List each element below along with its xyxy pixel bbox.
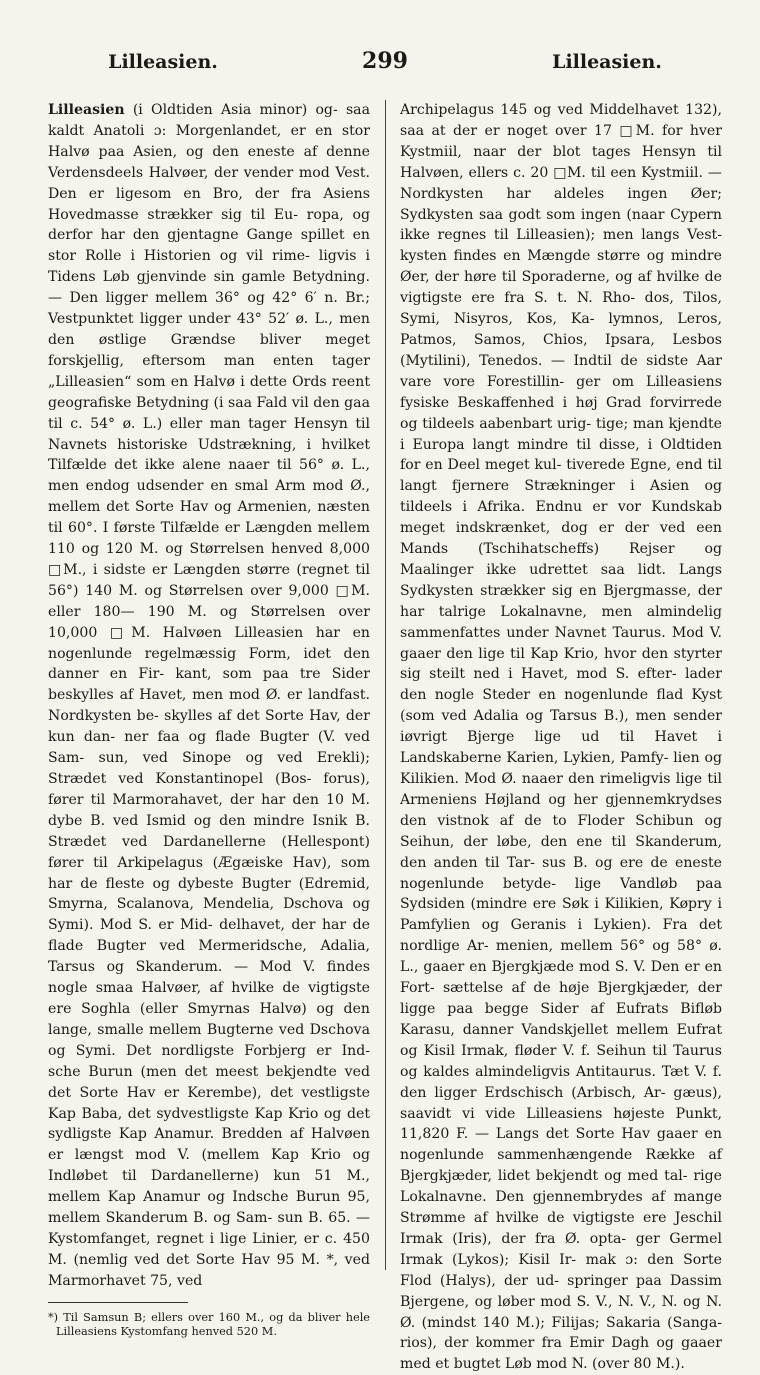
header-left-title: Lilleasien.	[108, 51, 218, 73]
left-column	[48, 100, 370, 1375]
footnote-rule	[48, 1302, 188, 1303]
footnote: *) Til Samsun B; ellers over 160 M., og da bliver hele Lilleasiens Kystomfang henved 520 M.	[48, 1310, 370, 1338]
right-column	[400, 100, 722, 1375]
column-divider	[385, 100, 386, 1270]
page-number: 299	[362, 48, 408, 74]
entry-headword: Lilleasien	[48, 102, 125, 118]
two-column-body	[48, 100, 722, 1375]
left-column-paragraph	[48, 100, 370, 1292]
header-right-title: Lilleasien.	[552, 51, 662, 73]
right-column-text: Archipelagus 145 og ved Middelhavet 132), saa at der er noget over 17 □M. for hver Kystmiil, naar der blot tages Hensyn til Halvøen, ellers c. 20 □M. til een Kystmiil. — Nordkysten har aldeles ingen Øer; Sydkysten saa godt som ingen (naar Cypern ikke regnes til Lilleasien); men langs Vest- kysten findes en Mængde større og mindre Øer, der høre til Sporaderne, og af hvilke de vigtigste ere fra S. t. N. Rho- dos, Tilos, Symi, Nisyros, Kos, Ka- lymnos, Leros, Patmos, Samos, Chios, Ipsara, Lesbos (Mytilini), Tenedos. — Indtil de sidste Aar vare vore Forestillin- ger om Lilleasiens fysiske Beskaffenhed i høj Grad forvirrede og tildeels aabenbart urig- tige; man kjendte i Europa langt mindre til disse, i Oldtiden for en Deel meget kul- tiverede Egne, end til langt fjernere Strækninger i Asien og tildeels i Afrika. Endnu er vor Kundskab meget indskrænket, dog er der ved een Mands (Tschihatscheffs) Rejser og Maalinger ikke udrettet saa lidt. Langs Sydkysten strækker sig en Bjergmasse, der har talrige Lokalnavne, men almindelig sammenfattes under Navnet Taurus. Mod V. gaaer den lige til Kap Krio, hvor den styrter sig steilt ned i Havet, mod S. efter- lader den nogle Steder en nogenlunde flad Kyst (som ved Adalia og Tarsus B.), men sender iøvrigt Bjerge lige ud til Havet i Landskaberne Karien, Lykien, Pamfy- lien og Kilikien. Mod Ø. naaer den rimeligvis lige til Armeniens Højland og her gjennemkrydses den vistnok af de to Floder Schibun og Seihun, der løbe, den ene til Skanderum, den anden til Tar- sus B. og ere de eneste nogenlunde betyde- lige Vandløb paa Sydsiden (mindre ere Søk i Kilikien, Køpry i Pamfylien og Geranis i Lykien). Fra det nordlige Ar- menien, mellem 56° og 58° ø. L., gaaer en Bjergkjæde mod S. V. Den er en Fort- sættelse af de høje Bjergkjæder, der ligge paa begge Sider af Eufrats Bifløb Karasu, danner Vandskjellet mellem Eufrat og Kisil Irmak, fløder V. f. Seihun til Taurus og kaldes almindeligvis Antitaurus. Tæt V. f. den ligger Erdschisch (Arbisch, Ar- gæus), saavidt vi vide Lilleasiens højeste Punkt, 11,820 F. — Langs det Sorte Hav gaaer en nogenlunde sammenhængende Række af Bjergkjæder, lidet bekjendt og med tal- rige Lokalnavne. Den gjennembrydes af mange Strømme af hvilke de vigtigste ere Jeschil Irmak (Iris), der fra Ø. opta- ger Germel Irmak (Lykos); Kisil Ir- mak ɔ: den Sorte Flod (Halys), der ud- springer paa Dassim Bjergene, og løber mod S. V., N. V., N. og N. Ø. (mindst 140 M.); Filijas; Sakaria (Sanga- rios), der kommer fra Emir Dagh og gaaer med et bugtet Løb mod N. (over 80 M.).	[400, 102, 722, 1373]
left-column-text: (i Oldtiden Asia minor) og- saa kaldt Anatoli ɔ: Morgenlandet, er en stor Halvø paa Asien, og den eneste af denne Verdensdeels Halvøer, der vender mod Vest. Den er ligesom en Bro, der fra Asiens Hovedmasse strækker sig til Eu- ropa, og derfor har den gjentagne Gange spillet en stor Rolle i Historien og vil rime- ligvis i Tidens Løb gjenvinde sin gamle Betydning. — Den ligger mellem 36° og 42° 6′ n. Br.; Vestpunktet ligger under 43° 52′ ø. L., men den østlige Grændse bliver meget forskjellig, eftersom man enten tager „Lilleasien“ som en Halvø i dette Ords reent geografiske Betydning (i saa Fald vil den gaa til c. 54° ø. L.) eller man tager Hensyn til Navnets historiske Udstrækning, i hvilket Tilfælde det ikke alene naaer til 56° ø. L., men endog udsender en smal Arm mod Ø., mellem det Sorte Hav og Armenien, næsten til 60°. I første Tilfælde er Længden mellem 110 og 120 M. og Størrelsen henved 8,000 □M., i sidste er Længden større (regnet til 56°) 140 M. og Størrelsen over 9,000 □M. eller 180— 190 M. og Størrelsen over 10,000 □M. Halvøen Lilleasien har en nogenlunde regelmæssig Form, idet den danner en Fir- kant, som paa tre Sider beskylles af Havet, men mod Ø. er landfast. Nordkysten be- skylles af det Sorte Hav, der kun dan- ner faa og flade Bugter (V. ved Sam- sun, ved Sinope og ved Erekli); Strædet ved Konstantinopel (Bos- forus), fører til Marmorahavet, der har den 10 M. dybe B. ved Ismid og den mindre Isnik B. Strædet ved Dardanellerne (Hellespont) fører til Arkipelagus (Ægæiske Hav), som har de fleste og dybeste Bugter (Edremid, Smyrna, Scalanova, Mendelia, Dschova og Symi). Mod S. er Mid- delhavet, der har de flade Bugter ved Mermeridsche, Adalia, Tarsus og Skanderum. — Mod V. findes nogle smaa Halvøer, af hvilke de vigtigste ere Soghla (eller Smyrnas Halvø) og den lange, smalle mellem Bugterne ved Dschova og Symi. Det nordligste Forbjerg er Ind- sche Burun (men det meest bekjendte ved det Sorte Hav er Kerembe), det vestligste Kap Baba, det sydvestligste Kap Krio og det sydligste Kap Anamur. Bredden af Halvøen er længst mod V. (mellem Kap Krio og Indløbet til Dardanellerne) kun 51 M., mellem Kap Anamur og Indsche Burun 95, mellem Skanderum B. og Sam- sun B. 65. — Kystomfanget, regnet i lige Linier, er c. 450 M. (nemlig ved det Sorte Hav 95 M. *, ved Marmorhavet 75, ved	[48, 102, 370, 1289]
running-header	[48, 48, 722, 88]
